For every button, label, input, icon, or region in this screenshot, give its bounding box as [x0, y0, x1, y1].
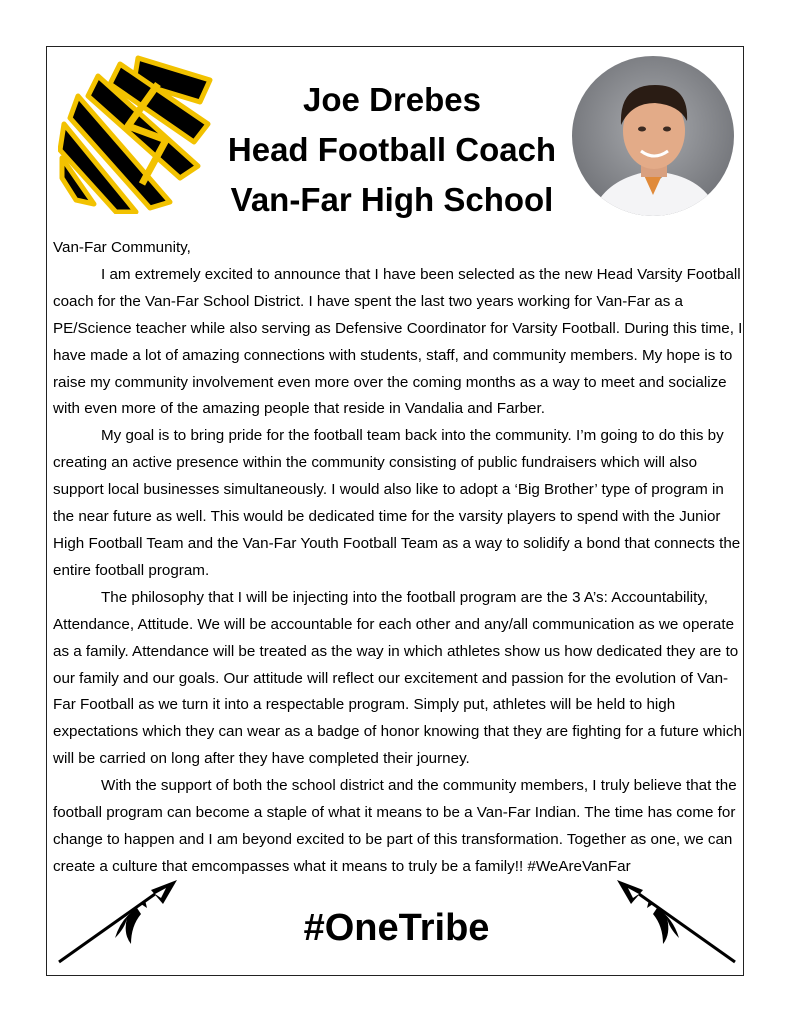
- paragraph-4: With the support of both the school district and the community members, I truly believe that the football program can become a staple of what it means to be a Van-Far Indian. The time has come for change to happen and I am beyond excited to be part of this transformation. Together as one, we can create a culture that emcompasses what it means to truly be a family!! #WeAreVanFar: [53, 777, 737, 875]
- coach-photo: [571, 55, 735, 217]
- coach-name: Joe Drebes: [303, 81, 481, 118]
- paragraph-3: The philosophy that I will be injecting into the football program are the 3 A’s: Accountability, Attendance, Attitude. We will be accountable for each other and any/all communication as we operate as a family. Attendance will be treated as the way in which athletes show us how dedicated they are to our family and our goals. Our attitude will reflect our excitement and passion for the evolution of Van-Far Football as we turn it into a respectable program. Simply put, athletes will be held to high expectations which they can wear as a badge of honor knowing that they are fighting for a future which will be carried on long after they have completed their journey.: [53, 588, 742, 768]
- spear-icon: [55, 878, 180, 968]
- school-logo-icon: [58, 54, 218, 214]
- salutation: Van-Far Community,: [53, 239, 191, 256]
- school-name: Van-Far High School: [230, 181, 554, 218]
- hashtag-onetribe: #OneTribe: [303, 907, 490, 949]
- paragraph-1: I am extremely excited to announce that I have been selected as the new Head Varsity Football coach for the Van-Far School District. I have spent the last two years working for Van-Far as a PE/Science teacher while also serving as Defensive Coordinator for Varsity Football. During this time, I have made a lot of amazing connections with students, staff, and community members. My hope is to raise my community involvement even more over the coming months as a way to meet and socialize with even more of the amazing people that reside in Vandalia and Farber.: [53, 265, 743, 418]
- paragraph-2: My goal is to bring pride for the football team back into the community. I’m going to do this by creating an active presence within the community consisting of public fundraisers which will also support local businesses simultaneously. I would also like to adopt a ‘Big Brother’ type of program in the near future as well. This would be dedicated time for the varsity players to spend with the Junior High Football Team and the Van-Far Youth Football Team as a way to solidify a bond that connects the entire football program.: [53, 427, 741, 579]
- coach-role: Head Football Coach: [227, 131, 557, 168]
- spear-icon: [614, 878, 739, 968]
- letter-body: [53, 235, 743, 881]
